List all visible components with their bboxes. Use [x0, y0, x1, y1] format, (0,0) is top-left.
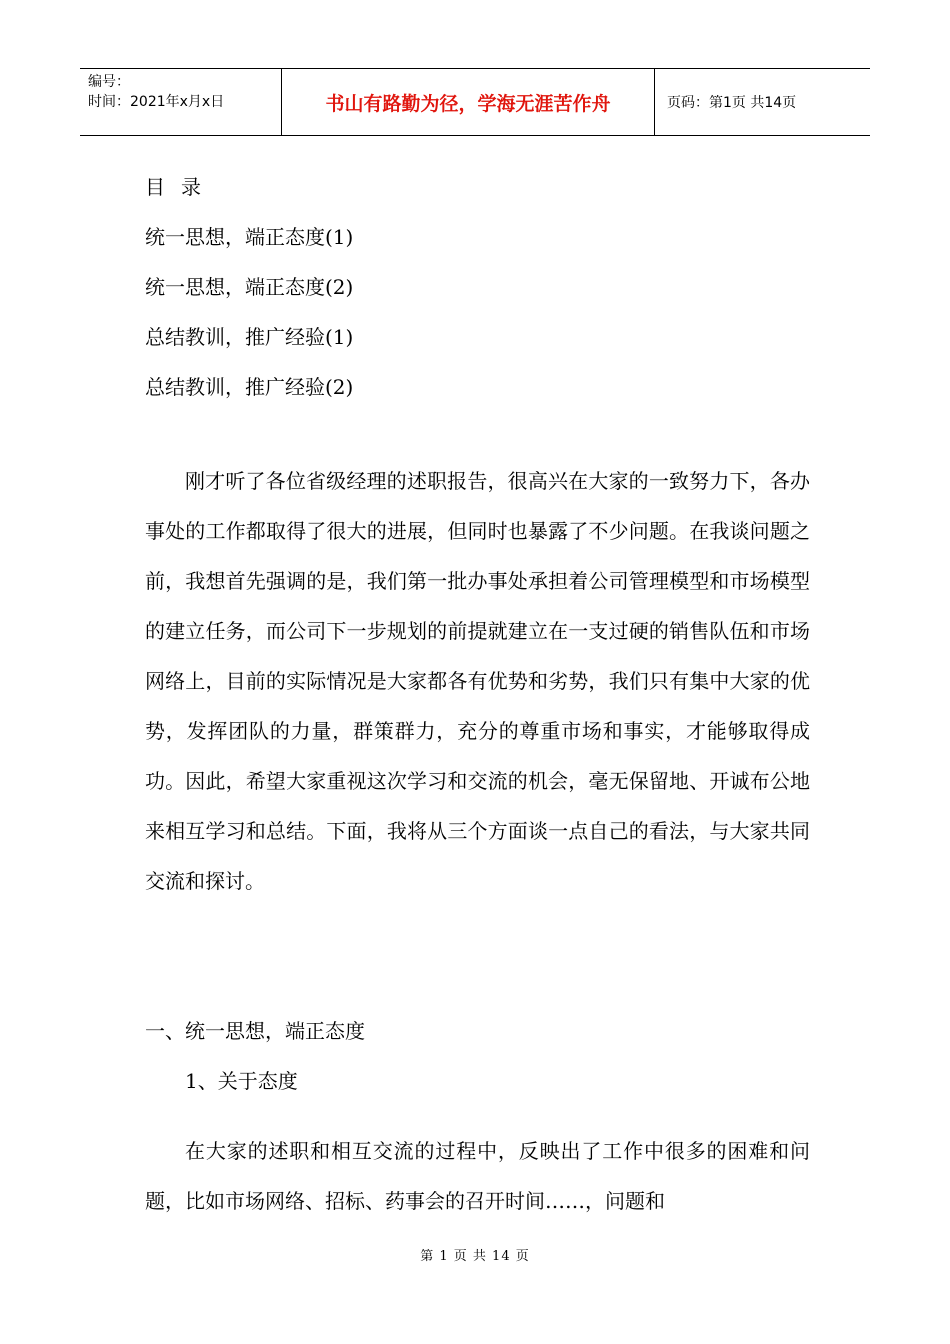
document-body [145, 162, 810, 1226]
toc-item: 统一思想，端正态度(1) [145, 225, 354, 249]
toc-title: 目录 [145, 175, 217, 199]
document-time-label: 时间：2021年x月x日 [88, 94, 225, 110]
section-heading: 一、统一思想，端正态度 [145, 1019, 365, 1043]
toc-item: 统一思想，端正态度(2) [145, 275, 354, 299]
page-footer: 第 1 页 共 14 页 [420, 1249, 530, 1264]
header-motto: 书山有路勤为径，学海无涯苦作舟 [282, 69, 655, 135]
intro-paragraph: 刚才听了各位省级经理的述职报告，很高兴在大家的一致努力下，各办事处的工作都取得了很大的进展，但同时也暴露了不少问题。在我谈问题之前，我想首先强调的是，我们第一批办事处承担着公司管理模型和市场模型的建立任务，而公司下一步规划的前提就建立在一支过硬的销售队伍和市场网络上，目前的实际情况是大家都各有优势和劣势，我们只有集中大家的优势，发挥团队的力量，群策群力，充分的尊重市场和事实，才能够取得成功。因此，希望大家重视这次学习和交流的机会，毫无保留地、开诚布公地来相互学习和总结。下面，我将从三个方面谈一点自己的看法，与大家共同交流和探讨。 [145, 469, 810, 893]
page-header [80, 68, 870, 136]
toc-item: 总结教训，推广经验(2) [145, 375, 354, 399]
document-number-label: 编号： [88, 74, 130, 90]
subsection-heading: 1、关于态度 [185, 1069, 298, 1093]
header-meta-cell [80, 69, 282, 135]
header-page-info: 页码：第1页 共14页 [667, 95, 797, 111]
body-paragraph: 在大家的述职和相互交流的过程中，反映出了工作中很多的困难和问题，比如市场网络、招标、药事会的召开时间……，问题和 [145, 1139, 810, 1213]
toc-item: 总结教训，推广经验(1) [145, 325, 354, 349]
